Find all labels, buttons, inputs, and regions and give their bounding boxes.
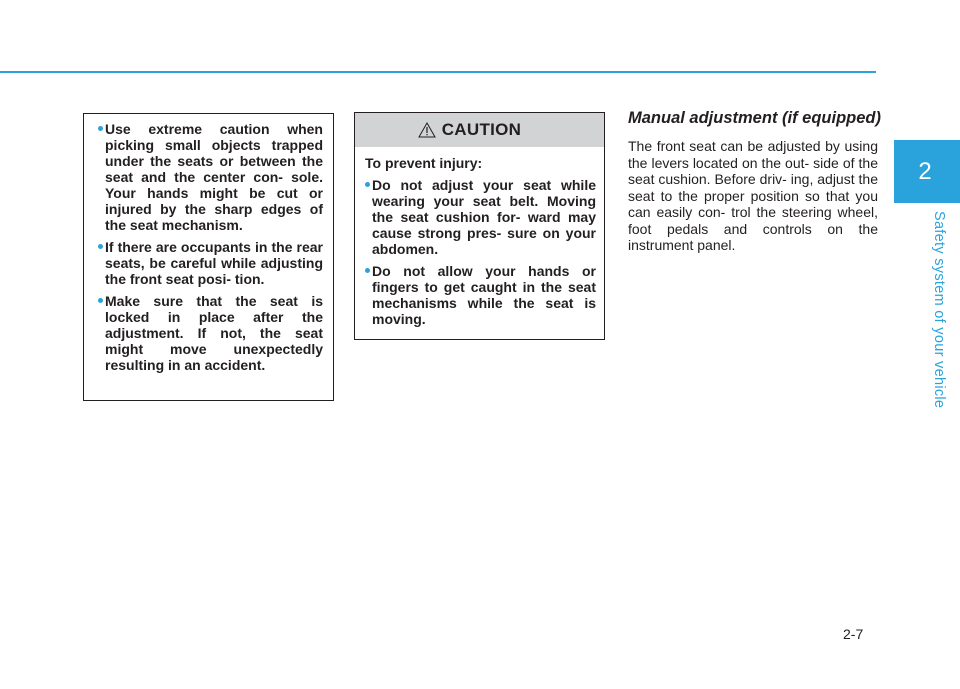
list-item-text: Do not allow your hands or fingers to get caught in the seat mechanisms while the seat is moving.: [372, 263, 596, 327]
list-item: [98, 293, 323, 373]
section-body: The front seat can be adjusted by using the levers located on the out- side of the seat cushion. Before driv- ing, adjust the seat to the proper position so that you can easily con- trol the steering wheel, foot pedals and controls on the instrument panel.: [628, 138, 878, 253]
list-item-text: Use extreme caution when picking small objects trapped under the seats or between the seat and the center con- sole. Your hands might be cut or injured by the sharp edges of the seat mechanism.: [105, 121, 323, 233]
list-item-text: Do not adjust your seat while wearing your seat belt. Moving the seat cushion for- ward may cause strong pres- sure on your abdomen.: [372, 177, 596, 257]
caution-body: [355, 147, 604, 327]
caution-lead: To prevent injury:: [365, 155, 483, 171]
warning-list: [98, 121, 323, 373]
warning-panel: [83, 113, 334, 401]
warning-triangle-icon: [418, 122, 436, 138]
bullet-icon: [365, 182, 370, 187]
manual-adjustment-section: [628, 105, 882, 254]
caution-panel: [354, 112, 605, 340]
caution-header: [355, 113, 604, 147]
page-number: 2-7: [843, 626, 864, 642]
chapter-number: 2: [894, 140, 960, 203]
bullet-icon: [98, 298, 103, 303]
list-item: [98, 121, 323, 233]
list-item-text: If there are occupants in the rear seats, be careful while adjusting the front seat posi- tion.: [105, 239, 323, 287]
list-item: [98, 239, 323, 287]
bullet-icon: [98, 244, 103, 249]
caution-list: [365, 177, 596, 327]
chapter-title: Safety system of your vehicle: [931, 211, 947, 409]
list-item-text: Make sure that the seat is locked in place after the adjustment. If not, the seat might move unexpectedly resulting in an accident.: [105, 293, 323, 373]
bullet-icon: [98, 126, 103, 131]
header-rule: [0, 71, 876, 73]
chapter-tab: [894, 140, 960, 602]
bullet-icon: [365, 268, 370, 273]
section-title: Manual adjustment (if equipped): [628, 109, 882, 127]
list-item: [365, 263, 596, 327]
list-item: [365, 177, 596, 257]
caution-heading: CAUTION: [441, 120, 522, 139]
